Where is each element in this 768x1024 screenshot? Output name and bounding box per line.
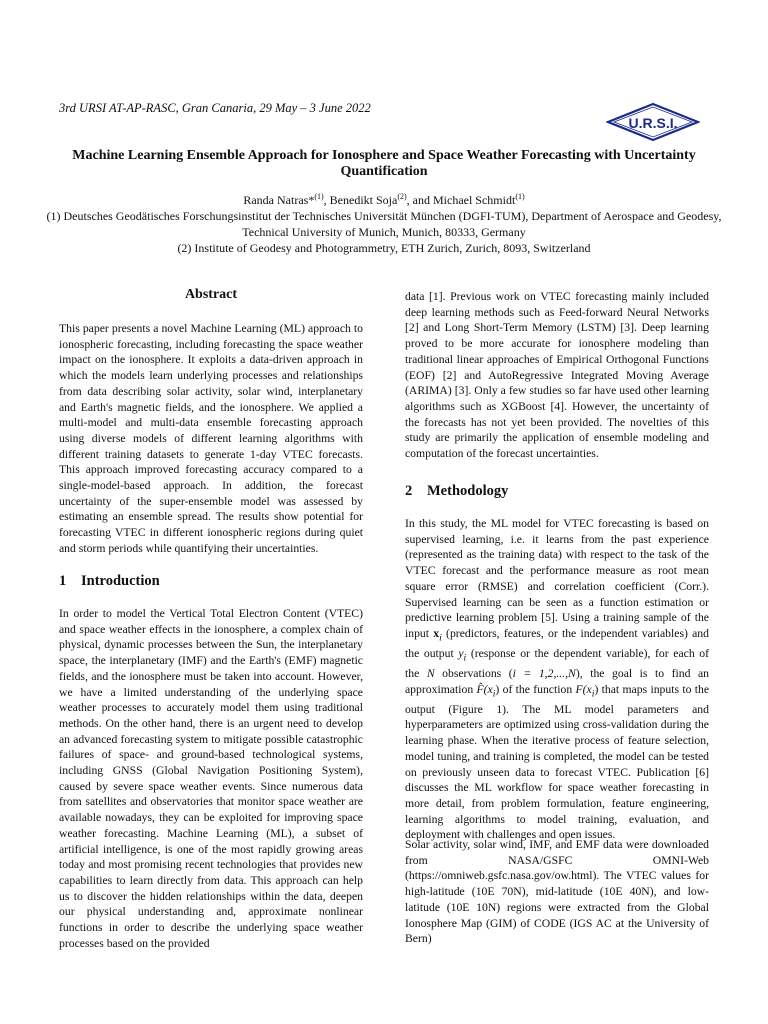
author-line: Randa Natras*$^{(1)}$, Benedikt Soja$^{(2)}$, and Michael Schmidt$^{(1)}$ xyxy=(243,192,525,207)
author-3: , and Michael Schmidt xyxy=(406,193,516,207)
intro-body: In order to model the Vertical Total Electron Content (VTEC) and space weather effects in the ionosphere, a complex chain of physical, dynamic processes between the Sun, the interplanetary space, the interplanetary (IMF) and the Earth's (EMF) magnetic fields, and the ionosphere must be taken into account. However, we have a limited understanding of the underlying space weather processes to accurately model them using traditional methods. On the other hand, there is an urgent need to develop an advanced forecasting system to mitigate possible catastrophic failures of space- and ground-based technological systems, including GNSS (Global Navigation Positioning System), caused by severe space weather events. Since numerous data from satellites and observatories that monitor space weather are available nowadays, they can be exploited for improving space weather forecasting. Machine Learning (ML), a subset of artificial intelligence, is one of the most rapidly growing areas today and most promising recent technologies that provides new capabilities to learn directly from data. This approach can help us to discover the hidden relationships within the data, deepen our physical understanding and, approximate nonlinear functions in order to describe the underlying space weather processes based on the provided xyxy=(59,607,363,950)
abstract-heading: Abstract xyxy=(184,287,238,302)
ursi-logo-text: U.R.S.I. xyxy=(628,115,678,131)
intro-heading: 1 Introduction xyxy=(59,573,160,589)
methodology-heading: 2 Methodology xyxy=(405,483,509,499)
author-2: , Benedikt Soja xyxy=(323,193,398,207)
affiliation-1: (1) Deutsches Geodätisches Forschungsinstitut der Technisches Universität München (DGFI-TUM), Department of Aerospace and Geodesy, Technical University of Munich, Munich, 80333, Germany xyxy=(46,209,722,239)
abstract-body: This paper presents a novel Machine Learning (ML) approach to ionospheric forecasting, including forecasting the space weather impact on the ionosphere. It exploits a data-driven approach in which the models learn underlying processes and relationships from data describing solar activity, solar wind, interplanetary and Earth's magnetic fields, and the ionosphere. We applied a multi-model and multi-data ensemble forecasting approach using diverse models of different learning algorithms with different training datasets to generate 1-day VTEC forecasts. This approach improved forecasting accuracy compared to a single-model-based approach. In addition, the forecast uncertainty of the super-ensemble model was assessed by estimating an ensemble spread. The results show potential for forecasting VTEC in different ionospheric regions during quiet and storm periods while quantifying their uncertainties. xyxy=(59,322,363,555)
ursi-logo xyxy=(606,102,700,142)
affiliation-2: (2) Institute of Geodesy and Photogrammetry, ETH Zurich, Zurich, 8093, Switzerland xyxy=(177,241,591,255)
methodology-para-2: Solar activity, solar wind, IMF, and EMF data were downloaded from NASA/GSFC OMNI-Web (https://omniweb.gsfc.nasa.gov/ow.html). The VTEC values for high-latitude (10E 70N), mid-latitude (10E 40N), and low-latitude (10E 10N) regions were extracted from the Global Ionosphere Map (GIM) of CODE (IGS AC at the University of Bern) xyxy=(405,838,709,946)
authors-block xyxy=(40,192,728,256)
paper-title: Machine Learning Ensemble Approach for Ionosphere and Space Weather Forecasting with Uncertainty Quantification xyxy=(72,148,696,179)
intro-continued: data [1]. Previous work on VTEC forecasting mainly included deep learning methods such as Feed-forward Neural Networks [2] and Long Short-Term Memory (LSTM) [3]. Deep learning proved to be more accurate for ionosphere modeling than traditional linear approaches of Empirical Orthogonal Functions (EOF) [2] and AutoRegressive Integrated Moving Average (ARIMA) [3]. Only a few studies so far have used other learning algorithms such as XGBoost [4]. However, the uncertainty of the forecasts has not yet been provided. The novelties of this study are primarily the application of ensemble modeling and computation of the forecast uncertainties. xyxy=(405,290,709,461)
conference-header: 3rd URSI AT-AP-RASC, Gran Canaria, 29 May – 3 June 2022 xyxy=(59,101,371,115)
author-1: Randa Natras* xyxy=(243,193,315,207)
methodology-para-1: In this study, the ML model for VTEC forecasting is based on supervised learning, i.e. it learns from the past experience (represented as the training data) with respect to the task of the VTEC forecast and the performance measure as root mean square error (RMSE) and correlation coefficient (Corr.). Supervised learning can be seen as a function estimation or predictive learning problem [5]. Using a training sample of the input $x_i$ (predictors, features, or the independent variables) and the output $y_i$ (response or the dependent variable), for each of the N observations (i = 1,2,...,N), the goal is to find an approximation $F̂(x_i)$ of the function $F(x_i)$ that maps inputs to the output (Figure 1). The ML model parameters and hyperparameters are optimized using cross-validation during the learning phase. When the iterative process of feature selection, model tuning, and training is completed, the model can be tested on previously unseen data to forecast VTEC. Publication [6] discusses the ML workflow for space weather forecasting in more detail, from problem formulation, feature engineering, learning algorithms to model training, evaluation, and deployment with challenges and open issues. xyxy=(405,517,709,842)
